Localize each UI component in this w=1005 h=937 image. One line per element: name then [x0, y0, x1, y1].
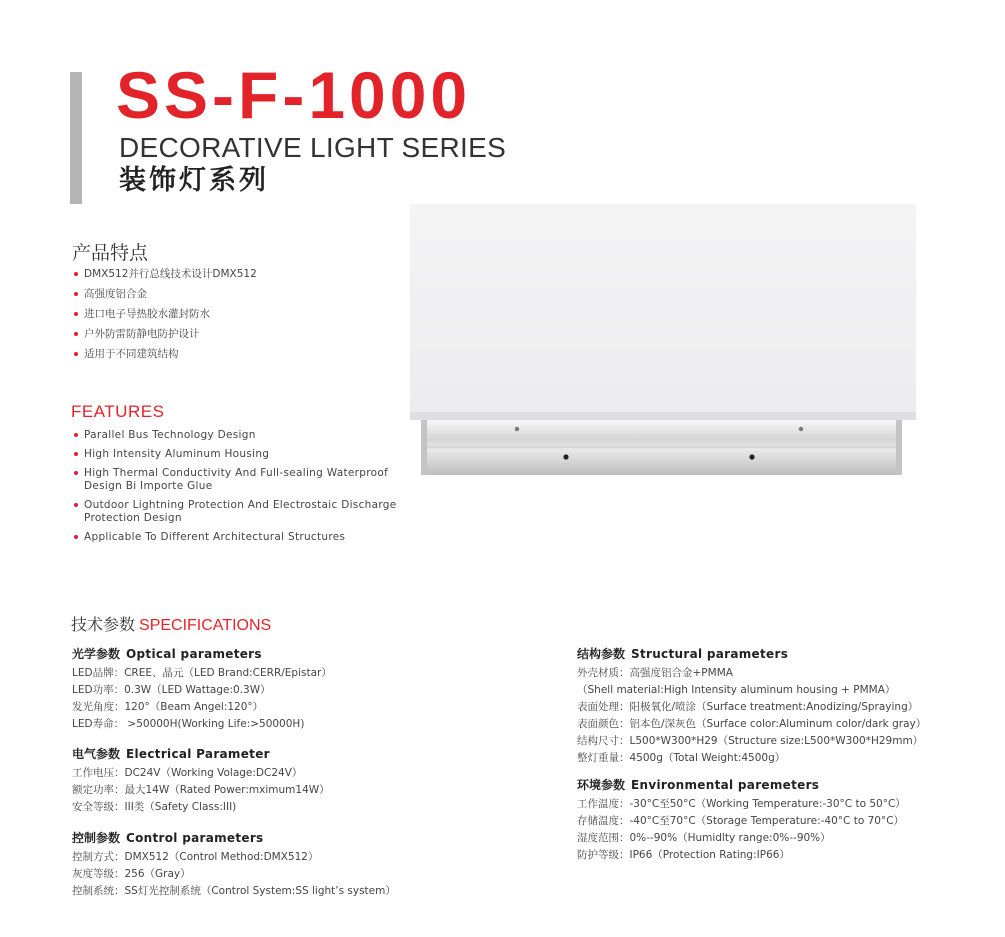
group-title: 结构参数 Structural parameters [577, 647, 789, 661]
panel-shadow-edge [410, 412, 916, 420]
screw-icon [515, 427, 519, 431]
specifications-heading-en: SPECIFICATIONS [139, 617, 272, 634]
features-en-list [72, 429, 417, 550]
list-item: 高强度铝合金 [72, 288, 257, 301]
rail-right-cap [896, 420, 902, 475]
control-parameters [72, 829, 396, 900]
spec-line: （Shell material:High Intensity aluminum housing + PMMA） [577, 684, 896, 696]
spec-line: 控制方式：DMX512（Control Method:DMX512） [72, 851, 319, 863]
spec-line: 湿度范围：0%--90%（Humidlty range:0%--90%） [577, 832, 831, 844]
structural-parameters [577, 645, 926, 767]
list-item: DMX512并行总线技术设计DMX512 [72, 268, 257, 281]
product-model-title: SS-F-1000 [116, 58, 472, 132]
spec-line: LED寿命： >50000H(Working Life:>50000H) [72, 718, 305, 730]
spec-line: 安全等级：III类（Safety Class:III) [72, 801, 237, 813]
specifications-heading-cn: 技术参数 [71, 615, 136, 634]
list-item: 适用于不同建筑结构 [72, 348, 257, 361]
spec-line: 控制系统：SS灯光控制系统（Control System:SS light’s system） [72, 885, 396, 897]
spec-line: 外壳材质：高强度铝合金+PMMA [577, 667, 733, 679]
list-item: Outdoor Lightning Protection And Electrostaic Discharge Protection Design [72, 499, 417, 525]
specifications-heading [71, 612, 271, 635]
spec-line: 工作温度：-30°C至50°C（Working Temperature:-30°C to 50°C） [577, 798, 906, 810]
list-item: High Intensity Aluminum Housing [72, 448, 417, 461]
spec-line: 结构尺寸：L500*W300*H29（Structure size:L500*W300*H29mm） [577, 735, 924, 747]
spec-line: 发光角度：120°（Beam Angel:120°） [72, 701, 264, 713]
electrical-parameters [72, 745, 330, 816]
spec-line: LED功率：0.3W（LED Wattage:0.3W） [72, 684, 271, 696]
spec-line: 存储温度：-40°C至70°C（Storage Temperature:-40°C to 70°C） [577, 815, 905, 827]
list-item: 进口电子导热胶水灌封防水 [72, 308, 257, 321]
spec-line: 整灯重量：4500g（Total Weight:4500g） [577, 752, 786, 764]
features-cn-heading: 产品特点 [72, 242, 149, 264]
optical-parameters [72, 645, 332, 733]
spec-line: 工作电压：DC24V（Working Volage:DC24V） [72, 767, 303, 779]
environmental-parameters [577, 776, 906, 864]
rail-left-cap [421, 420, 427, 475]
features-en-heading: FEATURES [71, 402, 165, 421]
spec-line: 防护等级：IP66（Protection Rating:IP66） [577, 849, 790, 861]
spec-line: 表面处理：阳极氧化/喷涂（Surface treatment:Anodizing/Spraying） [577, 701, 919, 713]
product-image [410, 204, 916, 476]
title-accent-bar [70, 72, 82, 204]
spec-line: 表面颜色：铝本色/深灰色（Surface color:Aluminum color/dark gray） [577, 718, 927, 730]
group-title: 环境参数 Environmental paremeters [577, 778, 820, 792]
list-item: 户外防雷防静电防护设计 [72, 328, 257, 341]
spec-line: 额定功率：最大14W（Rated Power:mximum14W） [72, 784, 330, 796]
features-cn-list [72, 268, 257, 368]
group-title: 控制参数 Control parameters [72, 831, 264, 845]
list-item: Parallel Bus Technology Design [72, 429, 417, 442]
mount-hole-icon [563, 454, 568, 459]
mount-hole-icon [749, 454, 754, 459]
group-title: 光学参数 Optical parameters [72, 647, 262, 661]
screw-icon [799, 427, 803, 431]
spec-line: LED品牌：CREE、晶元（LED Brand:CERR/Epistar） [72, 667, 332, 679]
diffuser-panel [410, 204, 916, 418]
list-item: Applicable To Different Architectural Structures [72, 531, 417, 544]
series-title-en: DECORATIVE LIGHT SERIES [119, 132, 507, 163]
group-title: 电气参数 Electrical Parameter [72, 747, 270, 761]
series-title-cn: 装饰灯系列 [119, 165, 269, 196]
spec-line: 灰度等级：256（Gray） [72, 868, 191, 880]
list-item: High Thermal Conductivity And Full-sealing Waterproof Design Bi Importe Glue [72, 467, 417, 493]
